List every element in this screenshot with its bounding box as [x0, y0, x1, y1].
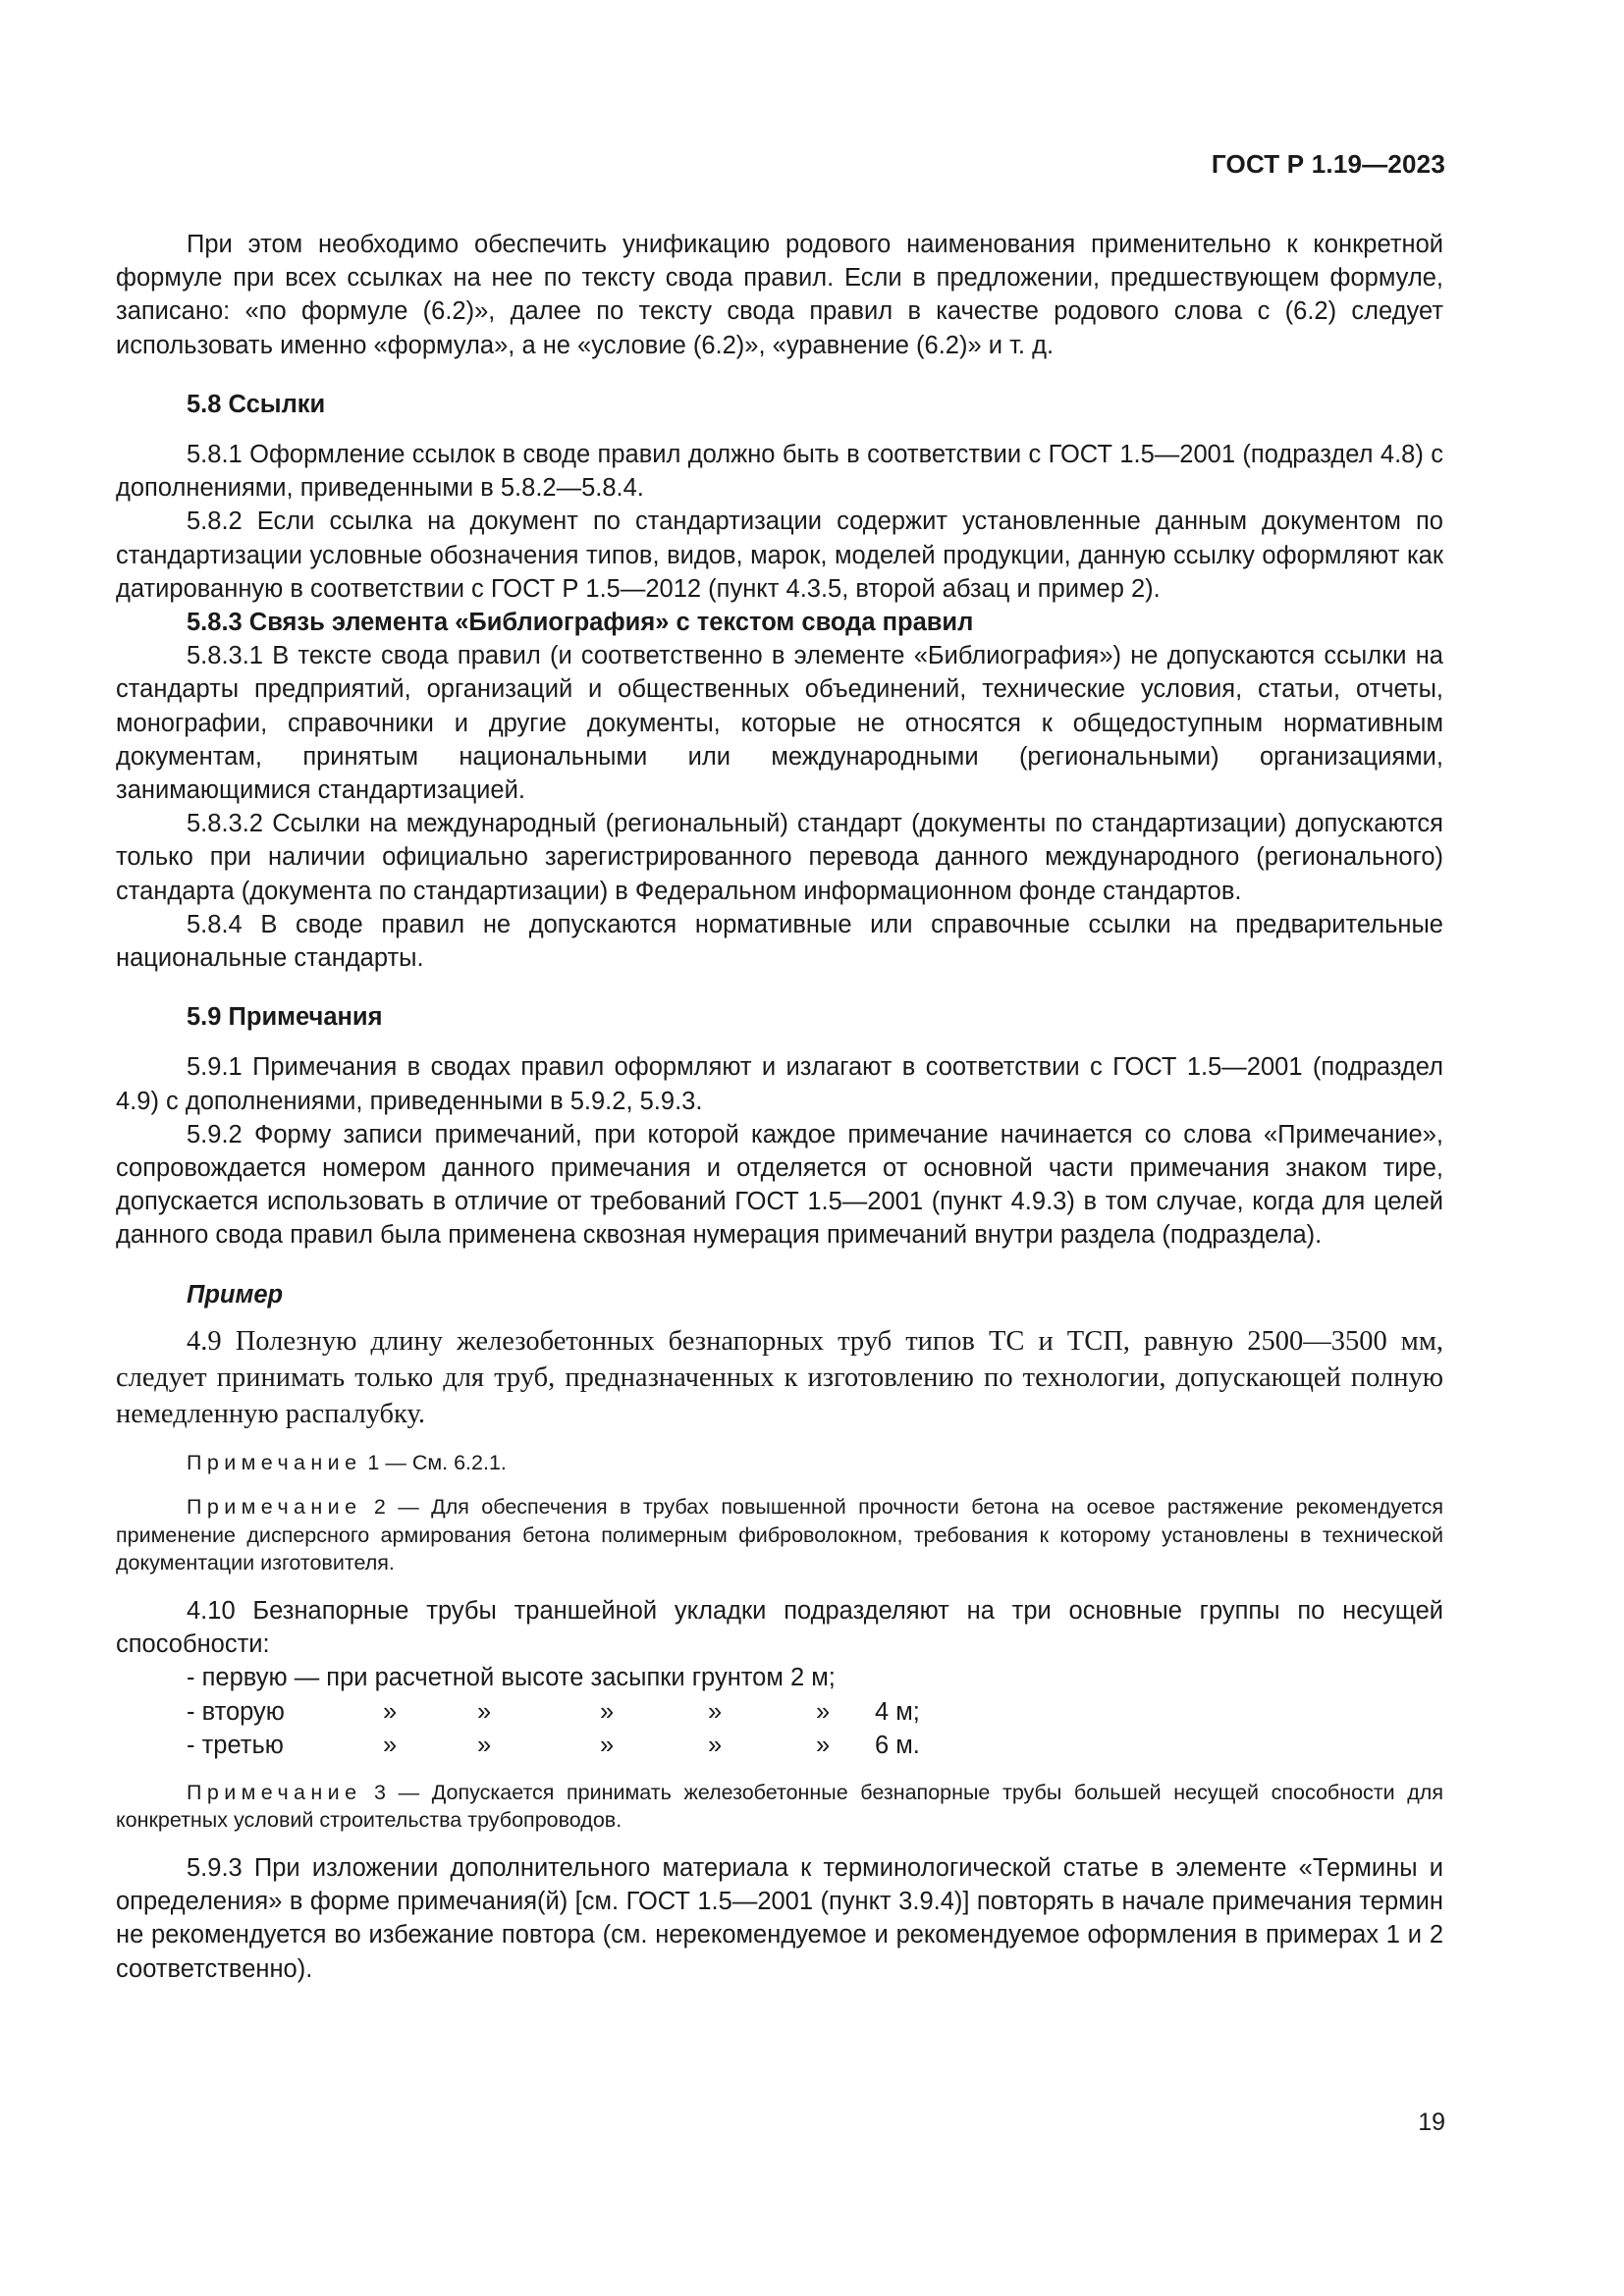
example-note-1 — [116, 1449, 1443, 1477]
list-item-value: 6 м. — [875, 1731, 920, 1759]
list-item-value: 4 м; — [875, 1697, 920, 1726]
ditto-mark: » — [816, 1697, 831, 1726]
document-body — [116, 228, 1443, 1986]
note-text: 3 — Допускается принимать железобетонные безнапорные трубы большей несущей способности для конкретных условий строительства трубопроводов. — [116, 1780, 1443, 1833]
paragraph-5-9-1: 5.9.1 Примечания в сводах правил оформляют и излагают в соответствии с ГОСТ 1.5—2001 (подраздел 4.9) с дополнениями, приведенными в 5.9.2, 5.9.3. — [116, 1053, 1443, 1115]
ditto-mark: » — [600, 1731, 615, 1759]
paragraph-5-8-3-2: 5.8.3.2 Ссылки на международный (региональный) стандарт (документы по стандартизации) допускаются только при наличии официально зарегистрированного перевода данного международного (регионального) стандарта (документа по стандартизации) в Федеральном информационном фонде стандартов. — [116, 810, 1443, 905]
note-label: Примечание — [187, 1450, 362, 1474]
ditto-mark: » — [708, 1697, 723, 1726]
ditto-mark: » — [477, 1697, 492, 1726]
example-note-3 — [116, 1779, 1443, 1835]
list-item-second — [116, 1695, 1443, 1729]
document-header: ГОСТ Р 1.19—2023 — [1211, 149, 1445, 179]
list-item-first: - первую — при расчетной высоте засыпки грунтом 2 м; — [187, 1664, 836, 1692]
paragraph-intro: При этом необходимо обеспечить унификацию родового наименования применительно к конкретной формуле при всех ссылках на нее по тексту свода правил. Если в предложении, предшествующем формуле, записано: «по формуле (6.2)», далее по тексту свода правил в качестве родового слова с (6.2) следует использовать именно «формула», а не «условие (6.2)», «уравнение (6.2)» и т. д. — [116, 231, 1443, 359]
note-text: 1 — См. 6.2.1. — [361, 1450, 507, 1474]
section-heading-5-9: 5.9 Примечания — [187, 1003, 383, 1032]
ditto-mark: » — [383, 1697, 398, 1726]
example-paragraph-4-9: 4.9 Полезную длину железобетонных безнапорных труб типов ТС и ТСП, равную 2500—3500 мм, следует принимать только для труб, предназначенных к изготовлению по технологии, допускающей полную немедленную распалубку. — [116, 1325, 1443, 1429]
note-text: 2 — Для обеспечения в трубах повышенной прочности бетона на осевое растяжение рекомендуется применение дисперсного армирования бетона полимерным фиброволокном, требования к которому установлены в технической документации изготовителя. — [116, 1495, 1443, 1575]
paragraph-5-8-3-1: 5.8.3.1 В тексте свода правил (и соответственно в элементе «Библиография») не допускаются ссылки на стандарты предприятий, организаций и общественных объединений, технические условия, статьи, отчеты, монографии, справочники и другие документы, которые не относятся к общедоступным нормативным документам, принятым национальными или международными (региональными) организациями, занимающимися стандартизацией. — [116, 642, 1443, 805]
ditto-mark: » — [477, 1731, 492, 1759]
list-item-label: - вторую — [187, 1697, 285, 1726]
paragraph-5-9-2: 5.9.2 Форму записи примечаний, при которой каждое примечание начинается со слова «Примечание», сопровождается номером данного примечания и отделяется от основной части примечания знаком тире, допускается использовать в отличие от требований ГОСТ 1.5—2001 (пункт 4.9.3) в том случае, когда для целей данного свода правил была применена сквозная нумерация примечаний внутри раздела (подраздела). — [116, 1120, 1443, 1250]
page-number: 19 — [1418, 2109, 1445, 2136]
ditto-mark: » — [383, 1731, 398, 1759]
example-note-2 — [116, 1493, 1443, 1577]
ditto-mark: » — [816, 1731, 831, 1759]
list-item-third — [116, 1729, 1443, 1762]
section-heading-5-8-3: 5.8.3 Связь элемента «Библиография» с текстом свода правил — [187, 609, 974, 637]
example-paragraph-4-10: 4.10 Безнапорные трубы траншейной укладки подразделяют на три основные группы по несущей способности: — [116, 1596, 1443, 1659]
paragraph-5-8-4: 5.8.4 В своде правил не допускаются нормативные или справочные ссылки на предварительные национальные стандарты. — [116, 910, 1443, 973]
ditto-mark: » — [600, 1697, 615, 1726]
paragraph-5-8-2: 5.8.2 Если ссылка на документ по стандартизации содержит установленные данным документом по стандартизации условные обозначения типов, видов, марок, моделей продукции, данную ссылку оформляют как датированную в соответствии с ГОСТ Р 1.5—2012 (пункт 4.3.5, второй абзац и пример 2). — [116, 507, 1443, 603]
note-label: Примечание — [187, 1780, 362, 1804]
note-label: Примечание — [187, 1495, 362, 1520]
ditto-mark: » — [708, 1731, 723, 1759]
section-heading-5-8: 5.8 Ссылки — [187, 390, 326, 418]
list-item-label: - третью — [187, 1731, 284, 1759]
example-title: Пример — [187, 1280, 284, 1308]
paragraph-5-9-3: 5.9.3 При изложении дополнительного материала к терминологической статье в элементе «Термины и определения» в форме примечания(й) [см. ГОСТ 1.5—2001 (пункт 3.9.4)] повторять в начале примечания термин не рекомендуется во избежание повтора (см. нерекомендуемое и рекомендуемое оформления в примерах 1 и 2 соответственно). — [116, 1853, 1443, 1983]
paragraph-5-8-1: 5.8.1 Оформление ссылок в своде правил должно быть в соответствии с ГОСТ 1.5—2001 (подраздел 4.8) с дополнениями, приведенными в 5.8.2—5.8.4. — [116, 441, 1443, 503]
